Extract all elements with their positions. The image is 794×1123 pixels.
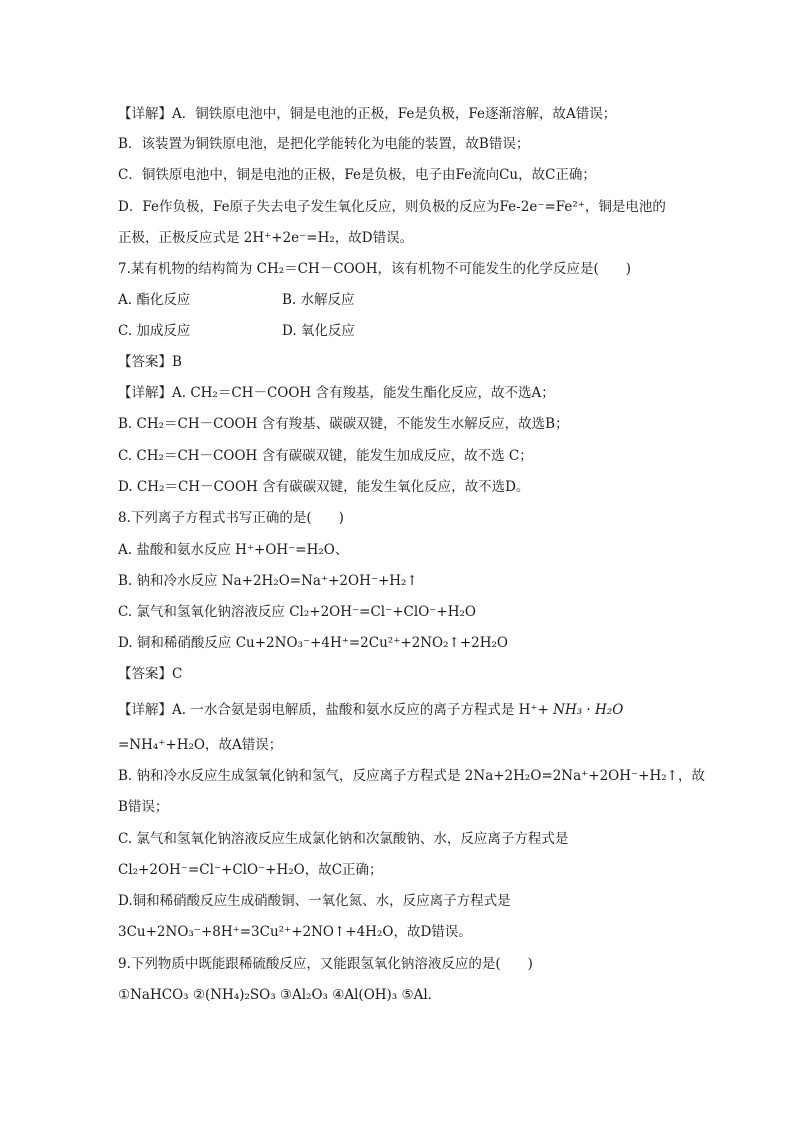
text-line: 【详解】A．铜铁原电池中，铜是电池的正极，Fe是负极，Fe逐渐溶解，故A错误； (118, 106, 617, 122)
text-line: 【详解】A. CH₂＝CH－COOH 含有羧基，能发生酯化反应，故不选A； (118, 385, 555, 401)
q8-option-c: C. 氯气和氢氧化钠溶液反应 Cl₂+2OH⁻=Cl⁻+ClO⁻+H₂O (118, 604, 476, 620)
text-line (118, 700, 623, 720)
text-line: C. 氯气和氢氧化钠溶液反应生成氯化钠和次氯酸钠、水，反应离子方程式是 (118, 831, 569, 847)
question-7: 7.某有机物的结构简为 CH₂＝CH－COOH，该有机物不可能发生的化学反应是( ) (118, 261, 632, 277)
text-line: 正极，正极反应式是 2H⁺+2e⁻=H₂，故D错误。 (118, 230, 414, 246)
text-line: B. CH₂＝CH－COOH 含有羧基、碳碳双键，不能发生水解反应，故选B； (118, 416, 569, 432)
q7-option-a: A. 酯化反应 (118, 292, 191, 308)
q8-option-d: D. 铜和稀硝酸反应 Cu+2NO₃⁻+4H⁺=2Cu²⁺+2NO₂↑+2H₂O (118, 635, 508, 651)
text-line: D. CH₂＝CH－COOH 含有碳碳双键，能发生氧化反应，故不选D。 (118, 479, 530, 495)
text-line: B．该装置为铜铁原电池，是把化学能转化为电能的装置，故B错误； (118, 136, 530, 152)
text-line: ①NaHCO₃ ②(NH₄)₂SO₃ ③Al₂O₃ ④Al(OH)₃ ⑤Al． (118, 987, 442, 1003)
q8-option-a: A. 盐酸和氨水反应 H⁺+OH⁻=H₂O、 (118, 542, 349, 558)
question-9: 9.下列物质中既能跟稀硫酸反应，又能跟氢氧化钠溶液反应的是( ) (118, 956, 533, 972)
text-line: D．Fe作负极，Fe原子失去电子发生氧化反应，则负极的反应为Fe-2e⁻=Fe²⁺，铜是电池的 (118, 199, 666, 215)
math-expression: NH₃ · H₂O (553, 702, 624, 718)
text-line: B错误； (118, 799, 169, 815)
answer-label: 【答案】B (118, 354, 182, 370)
text-line: C．铜铁原电池中，铜是电池的正极，Fe是负极，电子由Fe流向Cu，故C正确； (118, 167, 596, 183)
q7-option-c: C. 加成反应 (118, 323, 191, 339)
question-8: 8.下列离子方程式书写正确的是( ) (118, 510, 344, 526)
q8-option-b: B. 钠和冷水反应 Na+2H₂O=Na⁺+2OH⁻+H₂↑ (118, 573, 418, 589)
text-line: Cl₂+2OH⁻=Cl⁻+ClO⁻+H₂O，故C正确； (118, 862, 383, 878)
text-line: =NH₄⁺+H₂O，故A错误； (118, 737, 283, 753)
text-line: B. 钠和冷水反应生成氢氧化钠和氢气，反应离子方程式是 2Na+2H₂O=2Na⁺+2OH⁻+H₂↑，故 (118, 768, 705, 784)
q7-option-b: B. 水解反应 (282, 292, 355, 308)
answer-label: 【答案】C (118, 666, 183, 682)
text-line: C. CH₂＝CH－COOH 含有碳碳双键，能发生加成反应，故不选 C； (118, 448, 533, 464)
text-segment: 【详解】A. 一水合氨是弱电解质，盐酸和氨水反应的离子方程式是 H⁺+ (118, 702, 549, 718)
text-line: D.铜和稀硝酸反应生成硝酸铜、一氧化氮、水，反应离子方程式是 (118, 893, 511, 909)
text-line: 3Cu+2NO₃⁻+8H⁺=3Cu²⁺+2NO↑+4H₂O，故D错误。 (118, 924, 472, 940)
q7-option-d: D. 氧化反应 (282, 323, 355, 339)
